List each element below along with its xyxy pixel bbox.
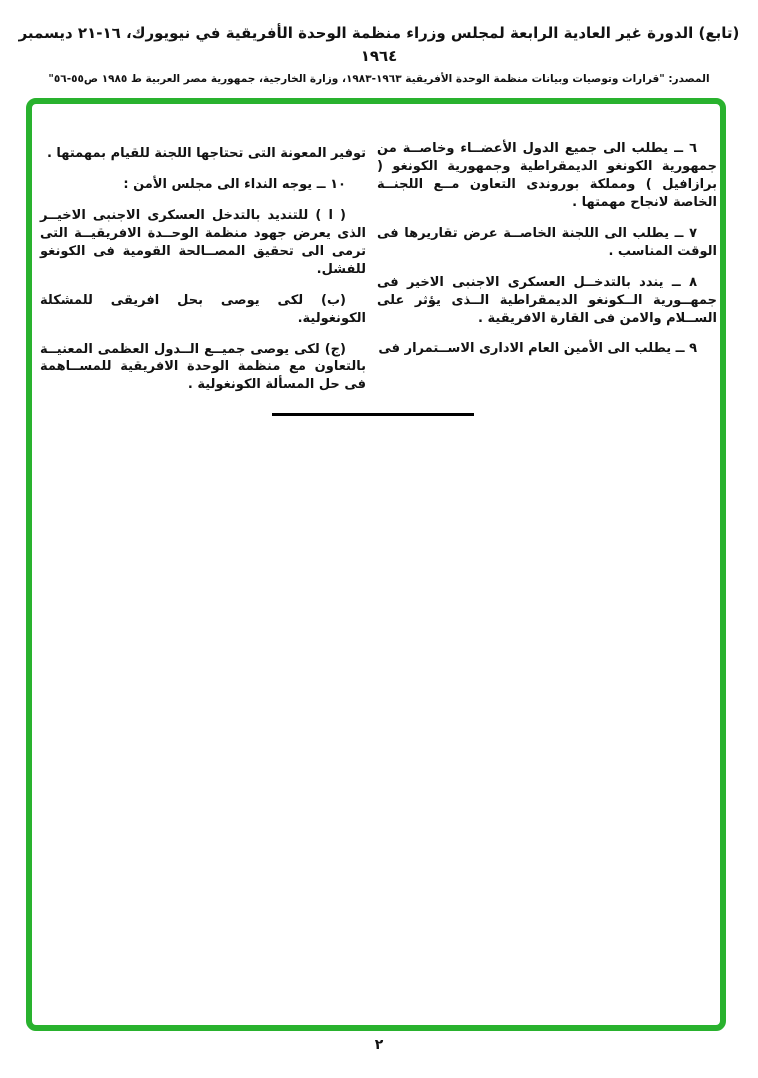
paragraph-item-8: ٨ ــ يندد بالتدخــل العسكرى الاجنبى الاخير فى جمهــورية الــكونغو الديمقراطية الــذى يؤثر على الســلام والامن فى القارة الافريقية .: [377, 274, 717, 326]
paragraph-item-10: ١٠ ــ يوجه النداء الى مجلس الأمن :: [123, 176, 346, 192]
paragraph-item-10a: ( ا ) للتنديد بالتدخل العسكرى الاجنبى الاخيــر الذى يعرض جهود منظمة الوحــدة الافريقيــة التى ترمى الى تحقيق المصــالحة القومية فى الكونغو للفشل.: [40, 207, 366, 277]
paragraph-item-7: ٧ ــ يطلب الى اللجنة الخاصــة عرض تقاريرها فى الوقت المناسب .: [377, 225, 717, 259]
section-divider-line: [272, 413, 474, 416]
paragraph-item-9-continuation: توفير المعونة التى تحتاجها اللجنة للقيام بمهمتها .: [46, 146, 366, 161]
column-left: [40, 145, 366, 407]
paragraph-item-9: ٩ ــ يطلب الى الأمين العام الادارى الاســتمرار فى: [378, 341, 697, 357]
paragraph-item-6: ٦ ــ يطلب الى جميع الدول الأعضــاء وخاصــة من جمهورية الكونغو الديمقراطية وجمهورية الكونغو ( برازافيل ) ومملكة بوروندى التعاون مــع اللجنــة الخاصة لانجاح مهمتها .: [377, 141, 717, 210]
paragraph-item-10b: (ب) لكى يوصى بحل افريقى للمشكلة الكونغولية.: [40, 292, 366, 326]
page-number: ٢: [374, 1037, 384, 1053]
column-right: [377, 140, 717, 371]
page-header: [0, 22, 758, 85]
paragraph-item-10c: (ج) لكى يوصى جميــع الــدول العظمى المعنيــة بالتعاون مع منظمة الوحدة الافريقية للمســاهمة فى حل المسألة الكونغولية .: [40, 341, 366, 393]
header-source-citation: المصدر: "قرارات وتوصيات وبيانات منظمة الوحدة الأفريقية ١٩٦٣-١٩٨٣، وزارة الخارجية، جمهورية مصر العربية ط ١٩٨٥ ص٥٥-٥٦": [48, 73, 710, 85]
header-session-title: (تابع) الدورة غير العادية الرابعة لمجلس وزراء منظمة الوحدة الأفريقية في نيويورك، ١٦-٢١ ديسمبر ١٩٦٤: [18, 24, 740, 65]
content-frame: [26, 98, 726, 1031]
